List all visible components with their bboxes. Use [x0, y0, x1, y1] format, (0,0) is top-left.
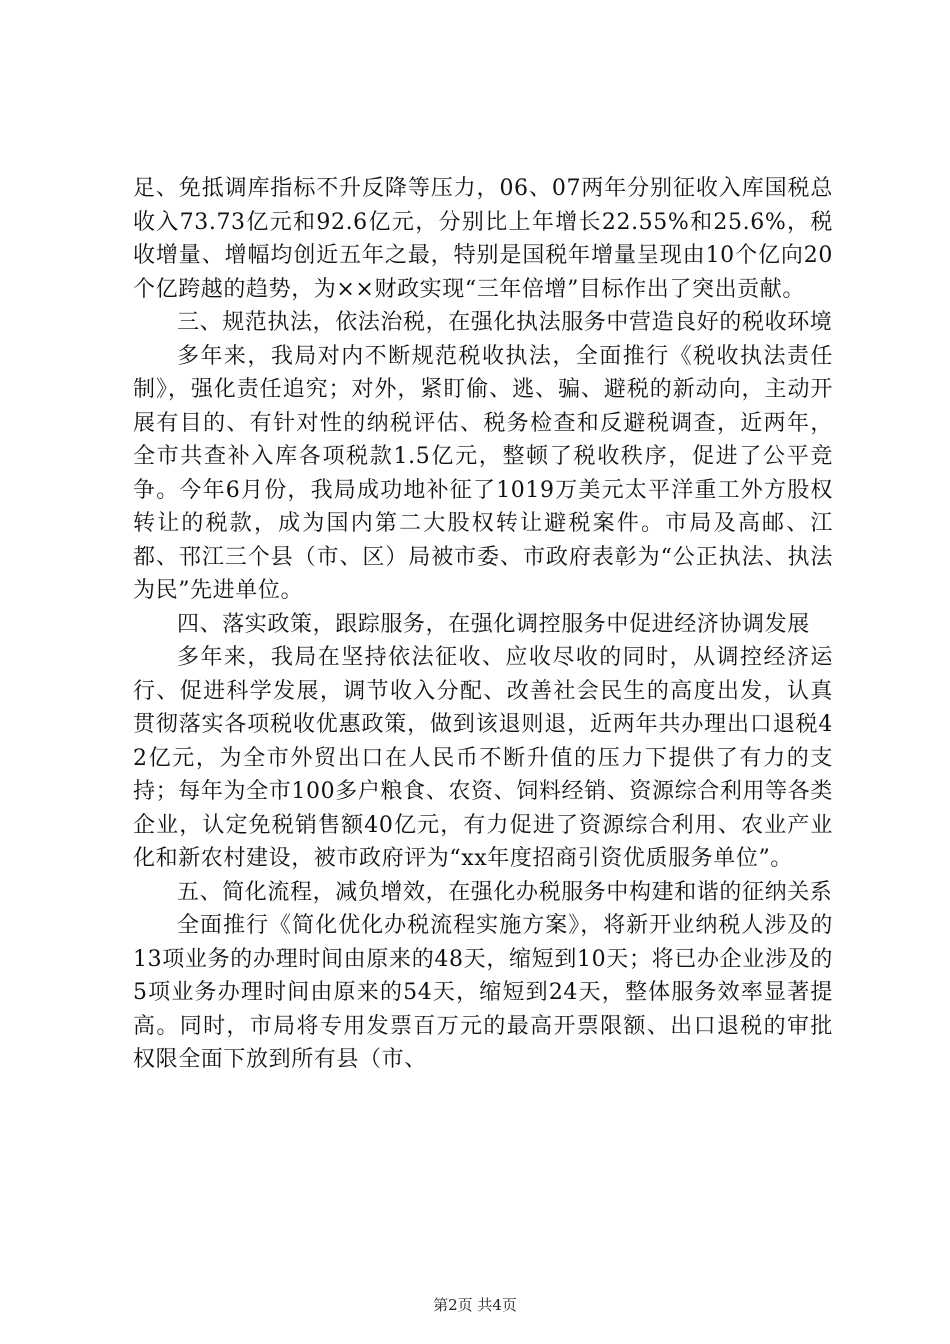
paragraph-continuation: 足、免抵调库指标不升反降等压力，06、07两年分别征收入库国税总收入73.73亿元和92.6亿元，分别比上年增长22.55%和25.6%，税收增量、增幅均创近五年之最，特别是国税年增量呈现由10个亿向20个亿跨越的趋势，为××财政实现“三年倍增”目标作出了突出贡献。	[133, 176, 833, 302]
document-body	[133, 172, 833, 1077]
paragraph-law-enforcement: 多年来，我局对内不断规范税收执法，全面推行《税收执法责任制》，强化责任追究；对外，紧盯偷、逃、骗、避税的新动向，主动开展有目的、有针对性的纳税评估、税务检查和反避税调查，近两年，全市共查补入库各项税款1.5亿元，整顿了税收秩序，促进了公平竞争。今年6月份，我局成功地补征了1019万美元太平洋重工外方股权转让的税款，成为国内第二大股权转让避税案件。市局及高邮、江都、邗江三个县（市、区）局被市委、市政府表彰为“公正执法、执法为民”先进单位。	[133, 343, 833, 603]
section-heading-5: 五、简化流程，减负增效，在强化办税服务中构建和谐的征纳关系	[177, 879, 833, 905]
section-heading-4: 四、落实政策，跟踪服务，在强化调控服务中促进经济协调发展	[177, 611, 810, 637]
paragraph-process: 全面推行《简化优化办税流程实施方案》，将新开业纳税人涉及的13项业务的办理时间由原来的48天，缩短到10天；将已办企业涉及的5项业务办理时间由原来的54天，缩短到24天，整体服务效率显著提高。同时，市局将专用发票百万元的最高开票限额、出口退税的审批权限全面下放到所有县（市、	[133, 913, 833, 1072]
page-footer: 第2页 共4页	[433, 1296, 517, 1314]
paragraph-policy: 多年来，我局在坚持依法征收、应收尽收的同时，从调控经济运行、促进科学发展，调节收入分配、改善社会民生的高度出发，认真贯彻落实各项税收优惠政策，做到该退则退，近两年共办理出口退税42亿元，为全市外贸出口在人民币不断升值的压力下提供了有力的支持；每年为全市100多户粮食、农资、饲料经销、资源综合利用等各类企业，认定免税销售额40亿元，有力促进了资源综合利用、农业产业化和新农村建设，被市政府评为“xx年度招商引资优质服务单位”。	[133, 645, 833, 871]
section-heading-3: 三、规范执法，依法治税，在强化执法服务中营造良好的税收环境	[177, 310, 833, 335]
